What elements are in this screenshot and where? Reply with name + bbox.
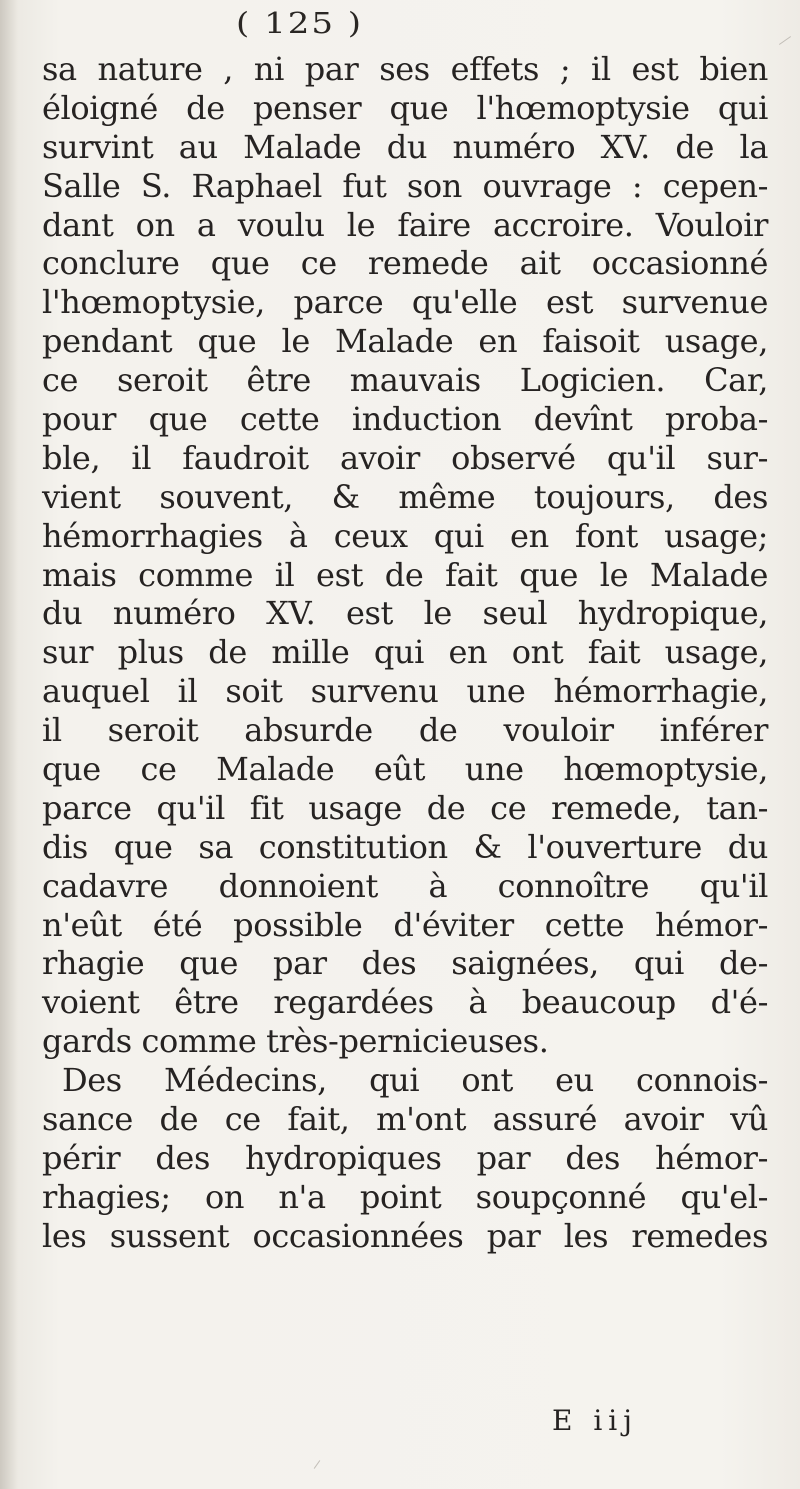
- text-line: vient souvent, & même toujours, des: [42, 477, 768, 516]
- body-text: [42, 50, 768, 1256]
- text-line: dant on a voulu le faire accroire. Vouloir: [42, 205, 768, 244]
- text-line: pendant que le Malade en faisoit usage,: [42, 322, 768, 361]
- text-line: sur plus de mille qui en ont fait usage,: [42, 633, 768, 672]
- text-line: sance de ce fait, m'ont assuré avoir vû: [42, 1100, 768, 1139]
- page-header: [0, 4, 800, 50]
- text-line: voient être regardées à beaucoup d'é-: [42, 983, 768, 1022]
- text-line: n'eût été possible d'éviter cette hémor-: [42, 905, 768, 944]
- text-line: pour que cette induction devînt proba-: [42, 400, 768, 439]
- text-line: ce seroit être mauvais Logicien. Car,: [42, 361, 768, 400]
- text-line: hémorrhagies à ceux qui en font usage;: [42, 516, 768, 555]
- text-line: éloigné de penser que l'hœmoptysie qui: [42, 88, 768, 127]
- text-line: survint au Malade du numéro XV. de la: [42, 127, 768, 166]
- text-line: rhagie que par des saignées, qui de-: [42, 944, 768, 983]
- text-line: Salle S. Raphael fut son ouvrage : cepen-: [42, 166, 768, 205]
- text-line: cadavre donnoient à connoître qu'il: [42, 866, 768, 905]
- text-line: dis que sa constitution & l'ouverture du: [42, 827, 768, 866]
- text-line: Des Médecins, qui ont eu connois-: [62, 1061, 768, 1100]
- text-line: rhagies; on n'a point soupçonné qu'el-: [42, 1177, 768, 1216]
- text-line: périr des hydropiques par des hémor-: [42, 1138, 768, 1177]
- page-number: ( 125 ): [236, 6, 364, 41]
- text-line: du numéro XV. est le seul hydropique,: [42, 594, 768, 633]
- text-line: auquel il soit survenu une hémorrhagie,: [42, 672, 768, 711]
- signature-mark: E iij: [552, 1404, 638, 1437]
- stray-mark: [314, 1460, 321, 1469]
- binding-shadow: [0, 0, 18, 1489]
- text-line: conclure que ce remede ait occasionné: [42, 244, 768, 283]
- text-line: gards comme très-pernicieuses.: [42, 1022, 549, 1061]
- text-line: l'hœmoptysie, parce qu'elle est survenue: [42, 283, 768, 322]
- text-line: que ce Malade eût une hœmoptysie,: [42, 750, 768, 789]
- text-line: les sussent occasionnées par les remedes: [42, 1216, 768, 1255]
- text-line: ble, il faudroit avoir observé qu'il sur-: [42, 438, 768, 477]
- text-line: sa nature , ni par ses effets ; il est bien: [42, 50, 768, 88]
- text-line: parce qu'il fit usage de ce remede, tan-: [42, 788, 768, 827]
- text-line: mais comme il est de fait que le Malade: [42, 555, 768, 594]
- text-line: il seroit absurde de vouloir inférer: [42, 711, 768, 750]
